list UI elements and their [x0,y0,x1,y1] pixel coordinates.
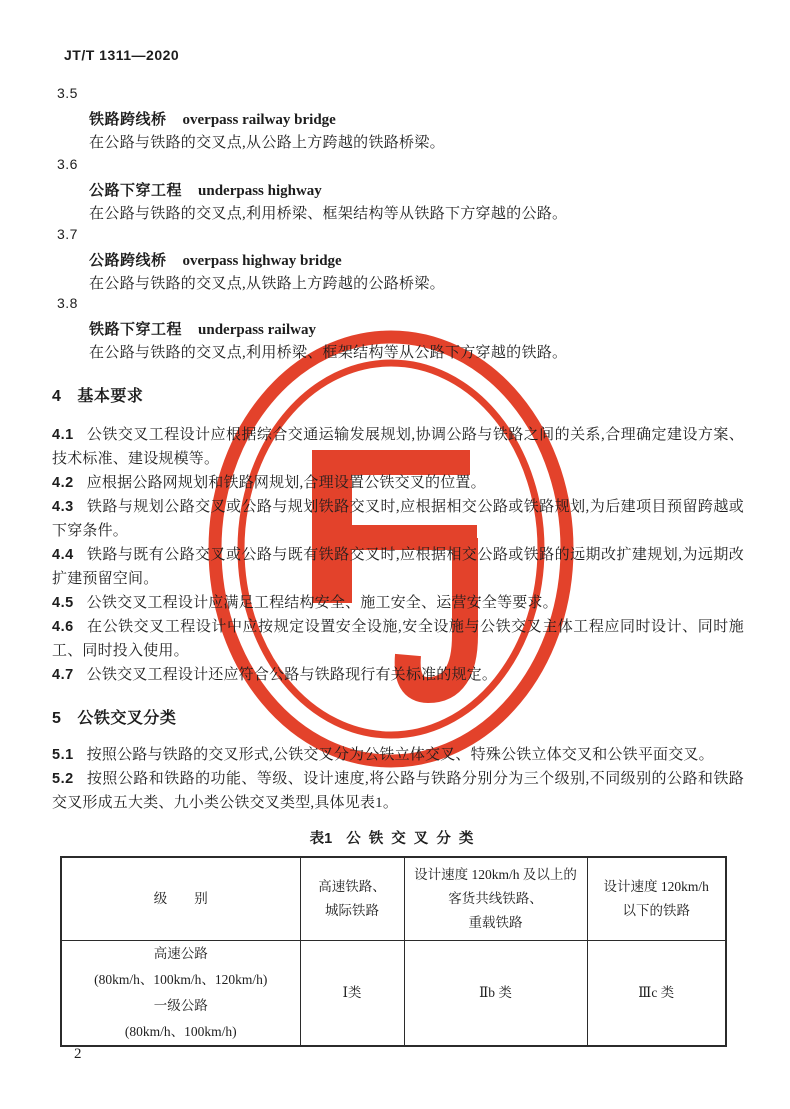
term-en: underpass highway [198,183,322,199]
table1 [60,856,727,1047]
definition-description-3-8: 在公路与铁路的交叉点,利用桥梁、框架结构等从公路下方穿越的铁路。 [89,345,568,361]
table1-caption-label: 表1 [309,831,333,847]
clause-number: 4.1 [52,427,74,443]
table1-caption [60,827,725,848]
definition-number-3-6: 3.6 [57,156,78,172]
definition-term-3-5 [89,108,336,129]
definition-number-3-7: 3.7 [57,226,78,242]
clause-number: 4.5 [52,595,74,611]
cell-line: 高速公路 [153,946,208,961]
term-zh: 公路跨线桥 [89,252,167,269]
clause-text: 按照公路和铁路的功能、等级、设计速度,将公路与铁路分别分为三个级别,不同级别的公路和铁路交叉形成五大类、九小类公铁交叉类型,具体见表1。 [52,771,744,811]
clause-number: 4.4 [52,547,74,563]
clause-text: 在公铁交叉工程设计中应按规定设置安全设施,安全设施与公铁交叉主体工程应同时设计、同时施工、同时投入使用。 [52,619,744,659]
table1-caption-title: 公 铁 交 叉 分 类 [346,831,476,847]
header-line: 设计速度 120km/h [603,879,709,894]
table1-header-cell [587,857,726,941]
table1-cell-class-3c [587,941,726,1047]
doc-code: JT/T 1311—2020 [64,47,180,63]
table1-data-row [61,941,726,1047]
term-zh: 公路下穿工程 [89,182,183,199]
header-line: 级 别 [153,891,208,906]
header-line: 以下的铁路 [622,903,690,918]
header-line: 客货共线铁路、 [448,891,543,906]
clause-number: 4.6 [52,619,74,635]
clause-5-2 [52,767,744,815]
table1-header-cell [61,857,300,941]
cell-line: (80km/h、100km/h、120km/h) [94,972,268,987]
section-number: 4 [52,388,62,405]
definition-number-3-8: 3.8 [57,295,78,311]
term-en: underpass railway [198,322,316,338]
definition-description-3-7: 在公路与铁路的交叉点,从铁路上方跨越的公路桥梁。 [89,276,445,292]
section-5-heading [52,705,176,728]
definition-description-3-6: 在公路与铁路的交叉点,利用桥梁、框架结构等从铁路下方穿越的公路。 [89,206,568,222]
table1-cell-grade [61,941,300,1047]
table1-header-cell [300,857,404,941]
clause-number: 4.3 [52,499,74,515]
table1-header-row [61,857,726,941]
section-number: 5 [52,710,62,727]
definition-term-3-8 [89,318,316,339]
clause-text: 应根据公路网规划和铁路网规划,合理设置公铁交叉的位置。 [86,475,486,491]
clause-text: 公铁交叉工程设计应满足工程结构安全、施工安全、运营安全等要求。 [86,595,558,611]
header-line: 城际铁路 [325,903,379,918]
clause-number: 5.1 [52,747,74,763]
clause-text: 按照公路与铁路的交叉形式,公铁交叉分为公铁立体交叉、特殊公铁立体交叉和公铁平面交叉。 [86,747,714,763]
cell-line: 一级公路 [153,998,208,1013]
page-number: 2 [74,1046,82,1062]
term-en: overpass highway bridge [182,253,342,269]
table1-header-cell [404,857,587,941]
definition-description-3-5: 在公路与铁路的交叉点,从公路上方跨越的铁路桥梁。 [89,135,445,151]
clause-text: 铁路与规划公路交叉或公路与规划铁路交叉时,应根据相交公路或铁路规划,为后建项目预留跨越或下穿条件。 [52,499,744,539]
clause-number: 5.2 [52,771,74,787]
header-line: 高速铁路、 [318,879,386,894]
clause-4-4 [52,543,744,591]
table1-cell-class-1 [300,941,404,1047]
section-title: 基本要求 [77,388,144,405]
cell-line: Ⅰ类 [342,985,362,1000]
clause-4-1 [52,423,744,471]
header-line: 重载铁路 [468,915,523,930]
term-zh: 铁路跨线桥 [89,111,167,128]
cell-line: (80km/h、100km/h) [124,1024,237,1039]
definition-term-3-6 [89,179,322,200]
header-line: 设计速度 120km/h 及以上的 [414,867,577,882]
term-zh: 铁路下穿工程 [89,321,183,338]
definition-number-3-5: 3.5 [57,85,78,101]
table1-cell-class-2b [404,941,587,1047]
definition-term-3-7 [89,249,342,270]
section-title: 公铁交叉分类 [77,710,177,727]
clause-4-5 [52,591,744,615]
clause-4-3 [52,495,744,543]
clause-number: 4.2 [52,475,74,491]
clause-5-1 [52,743,744,767]
cell-line: Ⅲc 类 [638,985,675,1000]
clause-4-2 [52,471,744,495]
section-4-heading [52,383,143,406]
clause-text: 公铁交叉工程设计应根据综合交通运输发展规划,协调公路与铁路之间的关系,合理确定建设方案、技术标准、建设规模等。 [52,427,744,467]
clause-4-7 [52,663,744,687]
cell-line: Ⅱb 类 [479,985,512,1000]
term-en: overpass railway bridge [182,112,336,128]
clause-4-6 [52,615,744,663]
clause-text: 公铁交叉工程设计还应符合公路与铁路现行有关标准的规定。 [86,667,498,683]
clause-number: 4.7 [52,667,74,683]
clause-text: 铁路与既有公路交叉或公路与既有铁路交叉时,应根据相交公路或铁路的远期改扩建规划,为远期改扩建预留空间。 [52,547,744,587]
